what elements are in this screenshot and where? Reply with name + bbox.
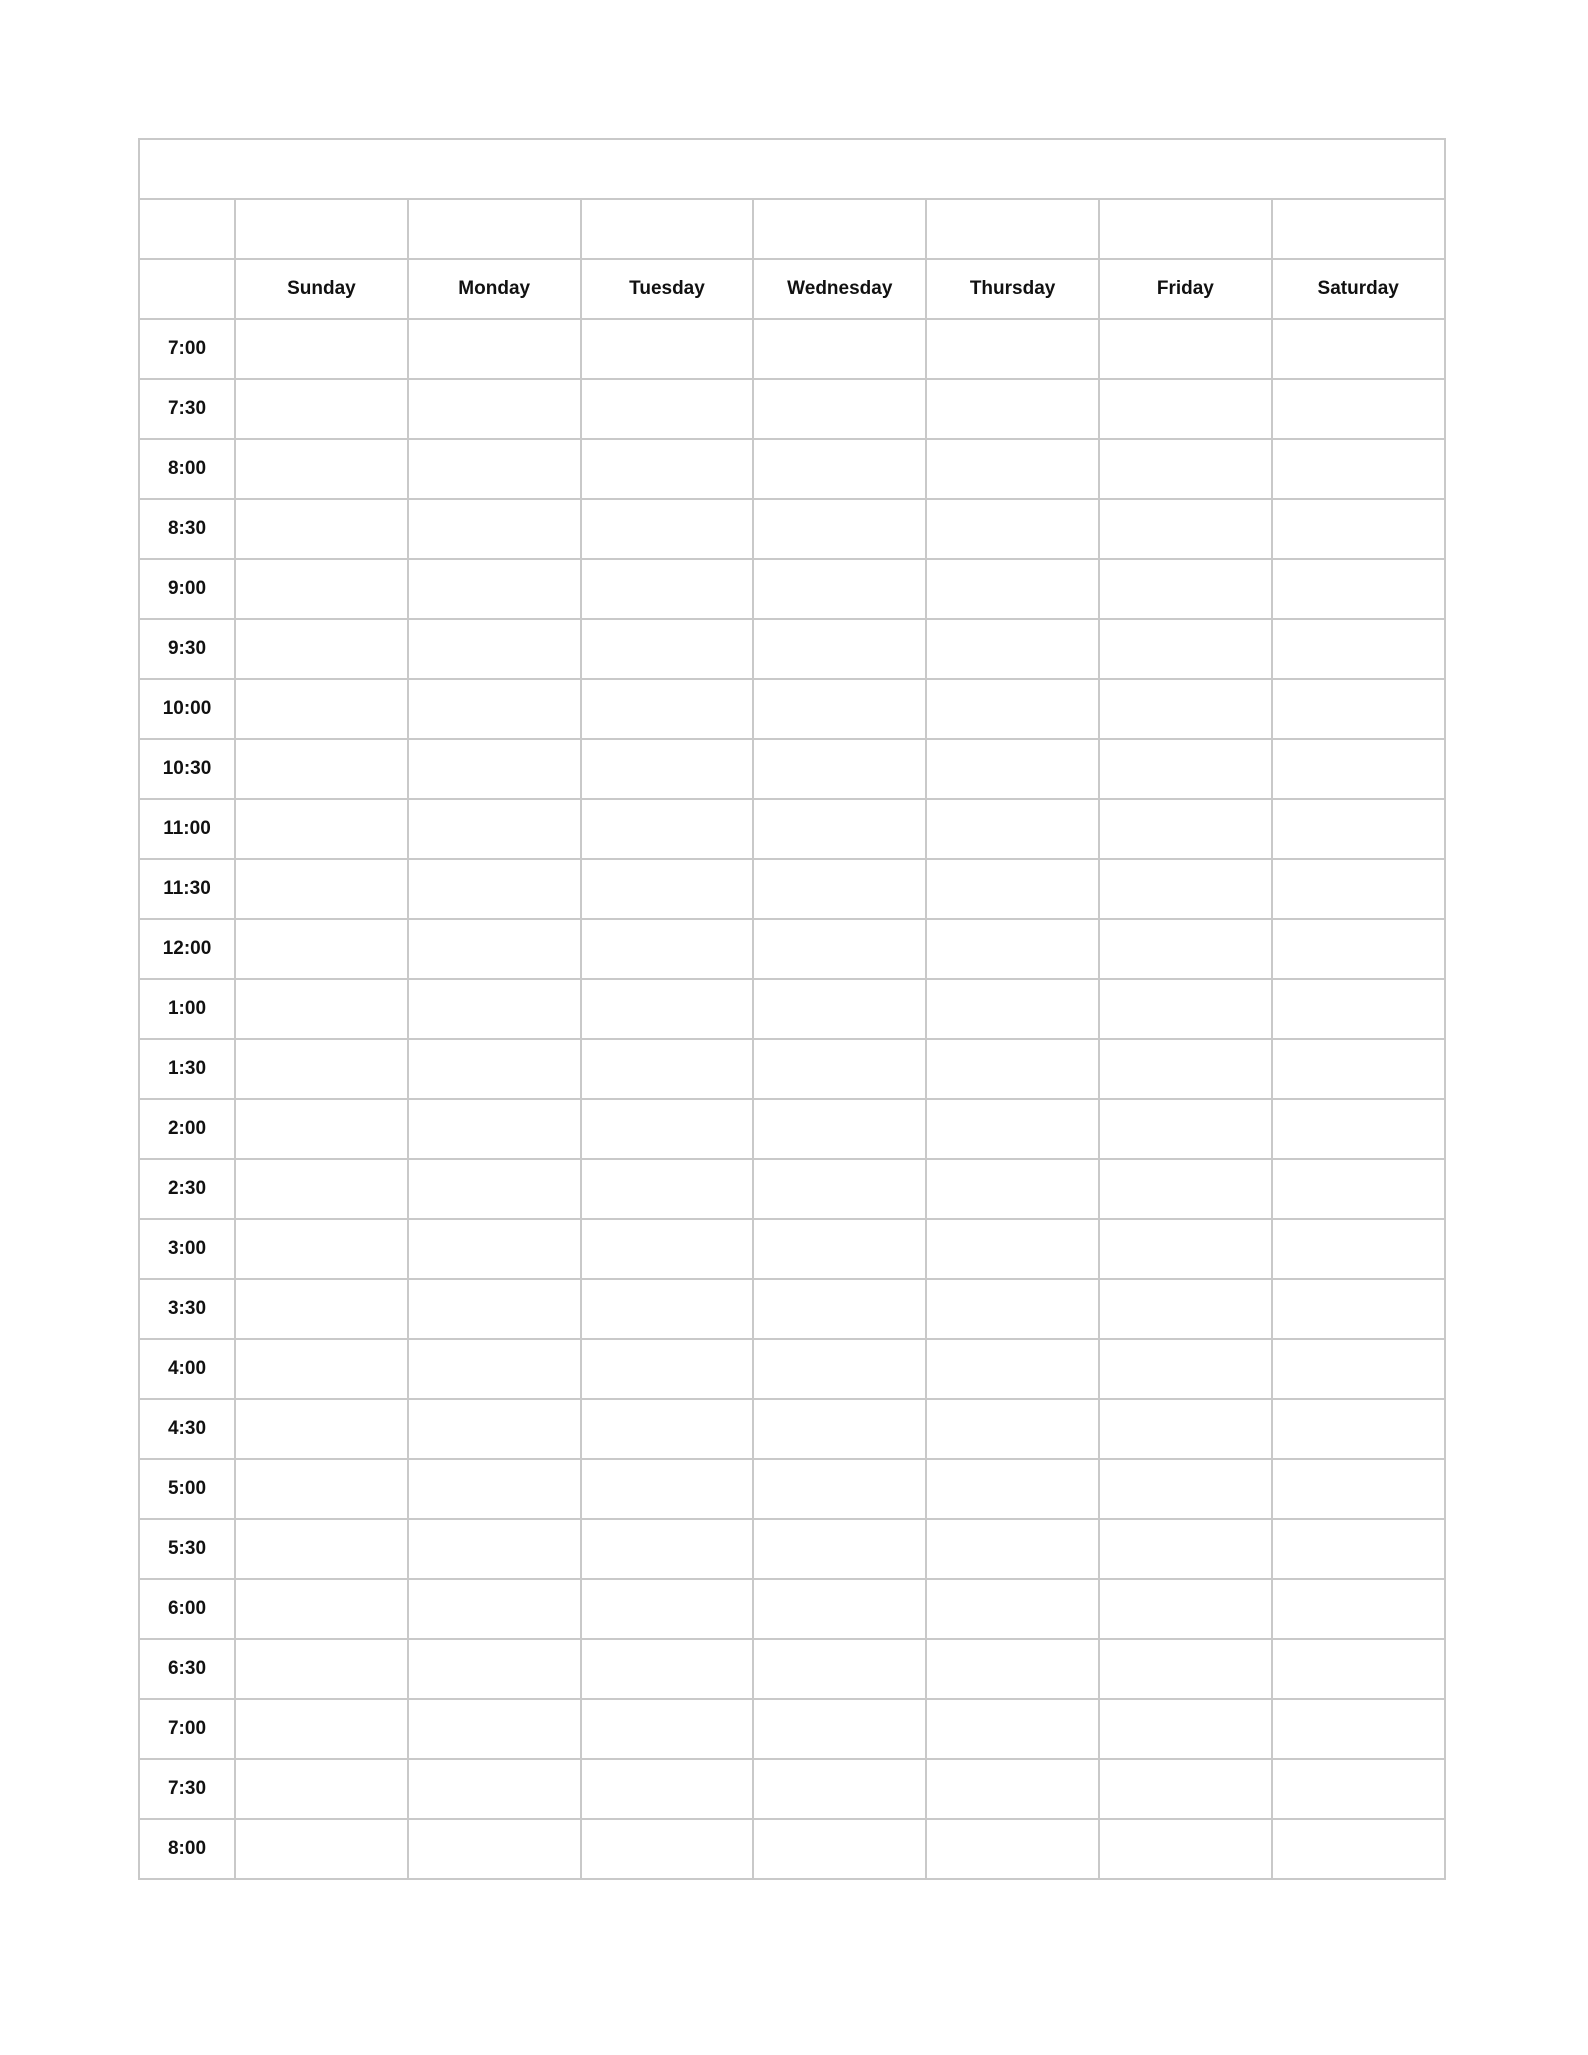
schedule-cell-saturday[interactable] [1272,1759,1445,1819]
schedule-cell-monday[interactable] [408,1459,581,1519]
schedule-cell-sunday[interactable] [235,1459,408,1519]
schedule-cell-tuesday[interactable] [581,1399,754,1459]
schedule-cell-tuesday[interactable] [581,1039,754,1099]
schedule-cell-wednesday[interactable] [753,1339,926,1399]
schedule-cell-wednesday[interactable] [753,1399,926,1459]
schedule-cell-monday[interactable] [408,739,581,799]
schedule-cell-saturday[interactable] [1272,799,1445,859]
schedule-cell-tuesday[interactable] [581,1639,754,1699]
schedule-cell-friday[interactable] [1099,439,1272,499]
time-label: 8:00 [139,439,235,499]
schedule-cell-wednesday[interactable] [753,979,926,1039]
time-slot-row [139,1459,1445,1519]
schedule-cell-tuesday[interactable] [581,1519,754,1579]
time-slot-row [139,859,1445,919]
time-label: 9:00 [139,559,235,619]
schedule-cell-monday[interactable] [408,499,581,559]
schedule-cell-saturday[interactable] [1272,1399,1445,1459]
schedule-cell-sunday[interactable] [235,1159,408,1219]
time-label: 5:00 [139,1459,235,1519]
schedule-cell-tuesday[interactable] [581,1819,754,1879]
schedule-cell-friday[interactable] [1099,799,1272,859]
schedule-cell-thursday[interactable] [926,1519,1099,1579]
schedule-cell-wednesday[interactable] [753,739,926,799]
schedule-cell-saturday[interactable] [1272,1219,1445,1279]
schedule-cell-wednesday[interactable] [753,1219,926,1279]
schedule-cell-tuesday[interactable] [581,799,754,859]
schedule-cell-wednesday[interactable] [753,679,926,739]
time-label: 12:00 [139,919,235,979]
schedule-cell-tuesday[interactable] [581,1459,754,1519]
time-label: 4:00 [139,1339,235,1399]
schedule-cell-sunday[interactable] [235,1039,408,1099]
schedule-cell-thursday[interactable] [926,619,1099,679]
day-header-saturday[interactable]: Saturday [1272,259,1445,319]
schedule-cell-friday[interactable] [1099,859,1272,919]
schedule-cell-saturday[interactable] [1272,979,1445,1039]
schedule-cell-tuesday[interactable] [581,739,754,799]
schedule-cell-saturday[interactable] [1272,499,1445,559]
schedule-cell-wednesday[interactable] [753,919,926,979]
schedule-cell-friday[interactable] [1099,1159,1272,1219]
schedule-cell-tuesday[interactable] [581,1759,754,1819]
schedule-cell-tuesday[interactable] [581,319,754,379]
schedule-cell-monday[interactable] [408,1279,581,1339]
time-slot-row [139,1159,1445,1219]
schedule-cell-tuesday[interactable] [581,1339,754,1399]
schedule-cell-sunday[interactable] [235,979,408,1039]
time-label: 3:00 [139,1219,235,1279]
schedule-cell-thursday[interactable] [926,739,1099,799]
schedule-cell-sunday[interactable] [235,1399,408,1459]
schedule-cell-sunday[interactable] [235,319,408,379]
schedule-cell-saturday[interactable] [1272,1699,1445,1759]
time-label: 8:30 [139,499,235,559]
time-slot-row [139,1399,1445,1459]
blank-cell[interactable] [408,199,581,259]
corner-cell[interactable] [139,259,235,319]
schedule-cell-sunday[interactable] [235,1579,408,1639]
schedule-cell-friday[interactable] [1099,1639,1272,1699]
schedule-cell-sunday[interactable] [235,919,408,979]
time-slot-row [139,919,1445,979]
time-label: 10:00 [139,679,235,739]
time-slot-row [139,1339,1445,1399]
schedule-cell-monday[interactable] [408,1399,581,1459]
schedule-cell-wednesday[interactable] [753,1759,926,1819]
schedule-cell-wednesday[interactable] [753,1039,926,1099]
schedule-cell-saturday[interactable] [1272,1519,1445,1579]
schedule-cell-friday[interactable] [1099,559,1272,619]
schedule-cell-tuesday[interactable] [581,619,754,679]
schedule-cell-monday[interactable] [408,1039,581,1099]
time-slot-row [139,499,1445,559]
schedule-cell-sunday[interactable] [235,859,408,919]
schedule-cell-sunday[interactable] [235,379,408,439]
time-slot-row [139,379,1445,439]
schedule-cell-sunday[interactable] [235,1819,408,1879]
time-slot-row [139,739,1445,799]
schedule-cell-friday[interactable] [1099,1759,1272,1819]
time-label: 7:30 [139,379,235,439]
schedule-cell-thursday[interactable] [926,1159,1099,1219]
schedule-cell-sunday[interactable] [235,799,408,859]
schedule-cell-thursday[interactable] [926,1099,1099,1159]
time-slot-row [139,1759,1445,1819]
blank-cell[interactable] [139,199,235,259]
schedule-cell-saturday[interactable] [1272,439,1445,499]
day-header-friday[interactable]: Friday [1099,259,1272,319]
schedule-cell-wednesday[interactable] [753,1159,926,1219]
schedule-cell-thursday[interactable] [926,1459,1099,1519]
schedule-cell-thursday[interactable] [926,859,1099,919]
time-label: 3:30 [139,1279,235,1339]
time-label: 11:30 [139,859,235,919]
blank-cell[interactable] [581,199,754,259]
time-label: 4:30 [139,1399,235,1459]
schedule-cell-thursday[interactable] [926,799,1099,859]
schedule-cell-monday[interactable] [408,679,581,739]
time-slot-row [139,679,1445,739]
schedule-cell-tuesday[interactable] [581,979,754,1039]
time-label: 10:30 [139,739,235,799]
schedule-cell-saturday[interactable] [1272,1459,1445,1519]
time-slot-row [139,1219,1445,1279]
schedule-cell-monday[interactable] [408,1159,581,1219]
time-label: 1:00 [139,979,235,1039]
blank-row [139,199,1445,259]
time-label: 2:30 [139,1159,235,1219]
schedule-cell-thursday[interactable] [926,1219,1099,1279]
time-slot-row [139,439,1445,499]
schedule-cell-saturday[interactable] [1272,1639,1445,1699]
schedule-cell-tuesday[interactable] [581,379,754,439]
schedule-cell-monday[interactable] [408,1639,581,1699]
schedule-cell-tuesday[interactable] [581,1099,754,1159]
schedule-cell-thursday[interactable] [926,1759,1099,1819]
schedule-cell-wednesday[interactable] [753,799,926,859]
schedule-cell-wednesday[interactable] [753,1519,926,1579]
time-label: 11:00 [139,799,235,859]
time-label: 6:30 [139,1639,235,1699]
blank-cell[interactable] [1099,199,1272,259]
day-header-wednesday[interactable]: Wednesday [753,259,926,319]
schedule-cell-monday[interactable] [408,799,581,859]
schedule-cell-monday[interactable] [408,1579,581,1639]
schedule-cell-saturday[interactable] [1272,1159,1445,1219]
schedule-cell-sunday[interactable] [235,679,408,739]
schedule-cell-tuesday[interactable] [581,1219,754,1279]
schedule-cell-tuesday[interactable] [581,919,754,979]
schedule-cell-sunday[interactable] [235,739,408,799]
schedule-cell-wednesday[interactable] [753,1099,926,1159]
time-slot-row [139,1699,1445,1759]
day-header-row [139,259,1445,319]
schedule-cell-saturday[interactable] [1272,919,1445,979]
schedule-cell-wednesday[interactable] [753,379,926,439]
blank-cell[interactable] [926,199,1099,259]
schedule-cell-sunday[interactable] [235,1099,408,1159]
schedule-cell-thursday[interactable] [926,439,1099,499]
time-label: 9:30 [139,619,235,679]
schedule-cell-wednesday[interactable] [753,619,926,679]
schedule-cell-saturday[interactable] [1272,859,1445,919]
title-row [139,139,1445,199]
schedule-cell-sunday[interactable] [235,1639,408,1699]
time-label: 2:00 [139,1099,235,1159]
schedule-cell-friday[interactable] [1099,1219,1272,1279]
schedule-cell-tuesday[interactable] [581,1699,754,1759]
time-label: 7:30 [139,1759,235,1819]
time-label: 7:00 [139,319,235,379]
schedule-cell-friday[interactable] [1099,619,1272,679]
schedule-cell-friday[interactable] [1099,379,1272,439]
schedule-cell-sunday[interactable] [235,1759,408,1819]
schedule-cell-sunday[interactable] [235,619,408,679]
time-slot-row [139,1519,1445,1579]
schedule-cell-saturday[interactable] [1272,679,1445,739]
schedule-cell-thursday[interactable] [926,559,1099,619]
schedule-cell-monday[interactable] [408,1099,581,1159]
schedule-cell-friday[interactable] [1099,1819,1272,1879]
time-slot-row [139,799,1445,859]
blank-cell[interactable] [1272,199,1445,259]
schedule-cell-tuesday[interactable] [581,559,754,619]
time-slot-row [139,1279,1445,1339]
schedule-cell-friday[interactable] [1099,679,1272,739]
schedule-cell-tuesday[interactable] [581,1159,754,1219]
schedule-cell-saturday[interactable] [1272,379,1445,439]
schedule-cell-monday[interactable] [408,439,581,499]
schedule-cell-saturday[interactable] [1272,319,1445,379]
schedule-cell-wednesday[interactable] [753,319,926,379]
schedule-cell-tuesday[interactable] [581,1279,754,1339]
schedule-cell-saturday[interactable] [1272,1579,1445,1639]
time-slot-row [139,1579,1445,1639]
time-slot-row [139,1819,1445,1879]
schedule-cell-friday[interactable] [1099,319,1272,379]
title-cell[interactable] [139,139,1445,199]
schedule-cell-sunday[interactable] [235,439,408,499]
schedule-cell-friday[interactable] [1099,1099,1272,1159]
schedule-cell-thursday[interactable] [926,979,1099,1039]
schedule-cell-tuesday[interactable] [581,859,754,919]
schedule-cell-thursday[interactable] [926,1399,1099,1459]
schedule-cell-thursday[interactable] [926,1339,1099,1399]
blank-cell[interactable] [753,199,926,259]
schedule-cell-tuesday[interactable] [581,499,754,559]
schedule-cell-monday[interactable] [408,1519,581,1579]
schedule-cell-thursday[interactable] [926,1039,1099,1099]
day-header-tuesday[interactable]: Tuesday [581,259,754,319]
day-header-thursday[interactable]: Thursday [926,259,1099,319]
schedule-cell-wednesday[interactable] [753,1699,926,1759]
schedule-cell-thursday[interactable] [926,1579,1099,1639]
schedule-cell-thursday[interactable] [926,1639,1099,1699]
schedule-cell-sunday[interactable] [235,1219,408,1279]
schedule-cell-monday[interactable] [408,379,581,439]
schedule-cell-friday[interactable] [1099,1579,1272,1639]
schedule-cell-saturday[interactable] [1272,559,1445,619]
schedule-cell-friday[interactable] [1099,1279,1272,1339]
schedule-cell-sunday[interactable] [235,499,408,559]
schedule-cell-monday[interactable] [408,559,581,619]
schedule-cell-friday[interactable] [1099,1399,1272,1459]
schedule-cell-monday[interactable] [408,319,581,379]
schedule-cell-friday[interactable] [1099,499,1272,559]
time-label: 1:30 [139,1039,235,1099]
schedule-cell-tuesday[interactable] [581,439,754,499]
schedule-cell-wednesday[interactable] [753,1279,926,1339]
schedule-cell-thursday[interactable] [926,919,1099,979]
schedule-cell-monday[interactable] [408,1819,581,1879]
schedule-cell-wednesday[interactable] [753,859,926,919]
schedule-cell-thursday[interactable] [926,379,1099,439]
schedule-cell-wednesday[interactable] [753,1579,926,1639]
schedule-cell-thursday[interactable] [926,1279,1099,1339]
schedule-cell-monday[interactable] [408,619,581,679]
schedule-cell-thursday[interactable] [926,1819,1099,1879]
schedule-cell-friday[interactable] [1099,919,1272,979]
schedule-cell-friday[interactable] [1099,1699,1272,1759]
schedule-cell-saturday[interactable] [1272,1819,1445,1879]
time-slot-row [139,319,1445,379]
schedule-cell-saturday[interactable] [1272,1279,1445,1339]
schedule-cell-friday[interactable] [1099,1039,1272,1099]
schedule-cell-wednesday[interactable] [753,1459,926,1519]
schedule-cell-saturday[interactable] [1272,619,1445,679]
time-label: 7:00 [139,1699,235,1759]
schedule-cell-friday[interactable] [1099,1339,1272,1399]
schedule-cell-friday[interactable] [1099,1459,1272,1519]
schedule-cell-monday[interactable] [408,919,581,979]
schedule-cell-saturday[interactable] [1272,1339,1445,1399]
schedule-body [139,139,1445,1879]
day-header-sunday[interactable]: Sunday [235,259,408,319]
time-label: 6:00 [139,1579,235,1639]
time-slot-row [139,1639,1445,1699]
time-label: 8:00 [139,1819,235,1879]
schedule-cell-monday[interactable] [408,859,581,919]
weekly-schedule-table [138,138,1446,1880]
day-header-monday[interactable]: Monday [408,259,581,319]
schedule-cell-friday[interactable] [1099,1519,1272,1579]
schedule-cell-saturday[interactable] [1272,1039,1445,1099]
schedule-cell-monday[interactable] [408,1219,581,1279]
blank-cell[interactable] [235,199,408,259]
schedule-cell-wednesday[interactable] [753,439,926,499]
schedule-cell-monday[interactable] [408,1699,581,1759]
schedule-cell-saturday[interactable] [1272,1099,1445,1159]
schedule-cell-thursday[interactable] [926,499,1099,559]
time-slot-row [139,559,1445,619]
schedule-cell-tuesday[interactable] [581,679,754,739]
schedule-cell-sunday[interactable] [235,559,408,619]
schedule-cell-sunday[interactable] [235,1699,408,1759]
schedule-cell-wednesday[interactable] [753,1639,926,1699]
time-label: 5:30 [139,1519,235,1579]
schedule-cell-sunday[interactable] [235,1519,408,1579]
time-slot-row [139,619,1445,679]
time-slot-row [139,979,1445,1039]
schedule-cell-sunday[interactable] [235,1279,408,1339]
schedule-cell-wednesday[interactable] [753,1819,926,1879]
schedule-cell-monday[interactable] [408,1339,581,1399]
schedule-cell-thursday[interactable] [926,319,1099,379]
time-slot-row [139,1099,1445,1159]
schedule-cell-wednesday[interactable] [753,559,926,619]
time-slot-row [139,1039,1445,1099]
schedule-cell-wednesday[interactable] [753,499,926,559]
schedule-cell-sunday[interactable] [235,1339,408,1399]
schedule-cell-thursday[interactable] [926,679,1099,739]
schedule-cell-monday[interactable] [408,979,581,1039]
schedule-cell-saturday[interactable] [1272,739,1445,799]
schedule-cell-tuesday[interactable] [581,1579,754,1639]
schedule-cell-thursday[interactable] [926,1699,1099,1759]
schedule-cell-friday[interactable] [1099,739,1272,799]
schedule-cell-monday[interactable] [408,1759,581,1819]
schedule-cell-friday[interactable] [1099,979,1272,1039]
